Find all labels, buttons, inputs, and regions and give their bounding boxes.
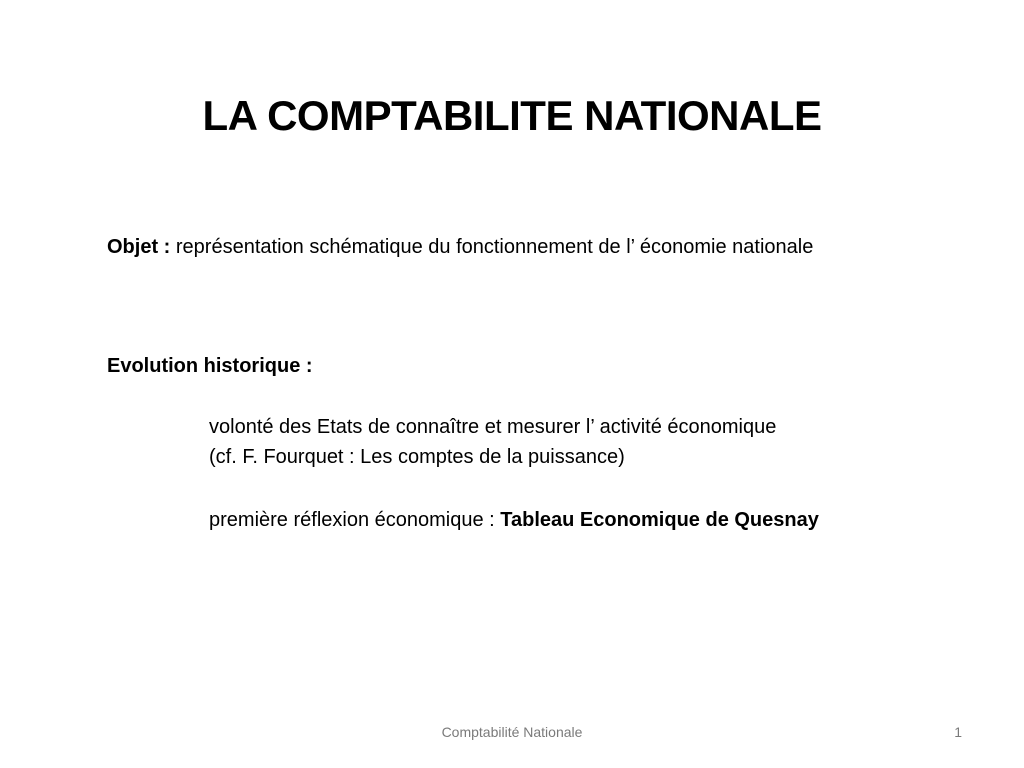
slide-title: LA COMPTABILITE NATIONALE [202,92,822,139]
objet-text: représentation schématique du fonctionnement de l’ économie nationale [170,236,814,258]
evolution-point-2 [209,505,849,535]
evolution-heading [107,351,313,381]
page-number: 1 [954,724,962,740]
evolution-point-1-line-1: volonté des Etats de connaître et mesurer l’ activité économique [209,416,777,438]
evolution-point-2-bold: Tableau Economique de Quesnay [500,509,819,531]
evolution-point-1-line-2: (cf. F. Fourquet : Les comptes de la puissance) [209,446,625,468]
evolution-point-2-text: première réflexion économique : [209,509,501,531]
evolution-heading-text: Evolution historique : [107,355,313,377]
objet-label: Objet : [107,236,171,258]
footer-title: Comptabilité Nationale [441,724,583,740]
objet-paragraph [107,232,867,262]
evolution-point-1 [209,412,899,472]
